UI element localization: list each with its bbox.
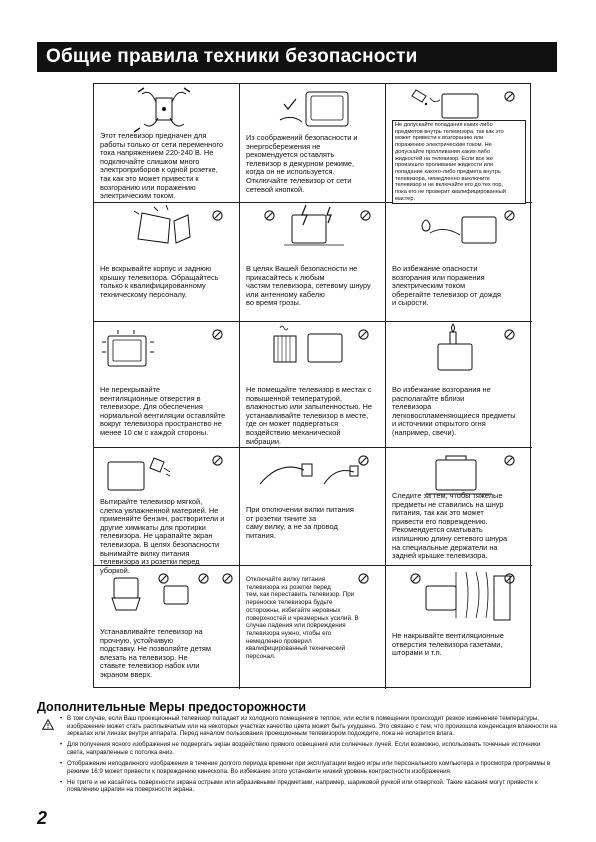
prohibited-icon — [358, 329, 369, 340]
rule-cell-14 — [240, 566, 386, 689]
prohibited-icon — [358, 455, 369, 466]
rule-text: При отключении вилки питания от розетки тяните за саму вилку, а не за провод питания. — [246, 505, 354, 540]
prohibited-icon — [360, 210, 371, 221]
rule-cell-11 — [240, 448, 386, 566]
rule-text: В целях Вашей безопасности не прикасайтесь к любым частям телевизора, сетевому шнуру или антенному кабелю во время грозы. — [246, 264, 371, 308]
safety-rules-grid — [93, 83, 531, 688]
prohibited-icon — [504, 91, 515, 102]
rule-text: Не перекрывайте вентиляционные отверстия в телевизоре. Для обеспечения нормальной вентиляции оставляйте вокруг телевизора пространство не менее 10 см с каждой стороны. — [100, 385, 226, 437]
rule-text: Следите за тем, чтобы тяжелые предметы не ставились на шнур питания, так как это может привести его повреждению. Рекомендуется сматывать излишнюю длину сетевого шнура на специальные держатели на задней крышке телевизора. — [392, 491, 508, 561]
rule-cell-13 — [94, 566, 240, 689]
rule-text: Во избежание возгорания не располагайте вблизи телевизора легковоспламеняющиеся предметы и источники открытого огня (например, свечи). — [392, 385, 516, 437]
rule-cell-6 — [386, 203, 532, 322]
list-item: • Для получения ясного изображения не подвергать экран воздействию прямого освещения или солнечных лучей. Если возможно, использовать точечные источники света, направленные с потолка вниз. — [60, 741, 558, 756]
rule-text: Не допускайте попадания каких-либо предметов внутрь телевизора, так как это может привести к возгоранию или поражению электрическим током. Не допускайте пролливания каких-либо жидкостей на телевизор. Если все же произошло проливание жидкости или попадание какого-либо предмета внутрь телевизора, немедленно выключите телевизор и не включайте его до тех пор, пока его не проверит квалифицированный мастер. — [392, 120, 526, 204]
rule-text: Не накрывайте вентиляционные отверстия телевизора газетами, шторами и т.п. — [392, 631, 504, 658]
rule-cell-15 — [386, 566, 532, 689]
rule-text: Во избежание опасности возгорания или поражения электрическим током оберегайте телевизор от дождя и сырости. — [392, 264, 502, 308]
rule-text: Устанавливайте телевизор на прочную, устойчивую подставку. Не позволяйте детям влезать на телевизор. Не ставьте телевизор набок или экраном вверх. — [100, 627, 211, 679]
prohibited-icon — [212, 210, 223, 221]
prohibited-icon — [504, 573, 515, 584]
list-item: • В том случае, если Ваш проекционный телевизор попадает из холодного помещения в теплое, или если в помещении происходит резкое изменение температуры, изображение может стать расплывчатым или на некоторых участках качество цвета может быть ухудшено. Это связано с тем, что произошла конденсация влажности на зеркалах или линзах внутри аппарата. Перед началом пользования проекционным телевизором подождите, пока не испарится влага. — [60, 715, 558, 738]
prohibited-icon — [504, 329, 515, 340]
rule-cell-7 — [94, 322, 240, 448]
rule-text: Этот телевизор предначен для работы только от сети переменного тока напряжением 220-240 В. Не подключайте слишком много электроприборов к одной розетке, так как это может привести к возгоранию или поражению электрическим током. — [100, 131, 223, 201]
rule-text: Вытирайте телевизор мягкой, слегка увлажненной материей. Не применяйте бензин, растворители и другие химикаты для протирки телевизора. Не царапайте экран телевизора. В целях безопасности вынимайте вилку питания телевизора из розетки перед уборкой. — [100, 497, 225, 575]
prohibited-icon — [212, 329, 223, 340]
rule-cell-9 — [386, 322, 532, 448]
prohibited-icon — [410, 573, 421, 584]
rule-cell-1 — [94, 84, 240, 203]
prohibited-icon — [198, 573, 209, 584]
rule-cell-3 — [386, 84, 532, 203]
warning-triangle-icon — [42, 719, 54, 730]
page-number: 2 — [37, 808, 48, 828]
prohibited-icon — [264, 210, 275, 221]
prohibited-icon — [504, 210, 515, 221]
list-item: • Отображение неподвижного изображения в течение долгого периода времени при эксплуатации видео игры или персонального компьютера и просмотра программы в режиме 16:9 может привести к повреждению кинескопа. Во избежание этого установите низкий уровень контрастности изображения. — [60, 760, 558, 775]
precautions-list — [60, 715, 558, 797]
prohibited-icon — [222, 573, 233, 584]
rule-cell-12 — [386, 448, 532, 566]
rule-text: Отключайте вилку питания телевизора из розетки перед тем, как переставить телевизор. При переноске телевизора будьте осторожны, избегайте неровных поверхностей и чрезмерных усилий. В случае падения или повреждения телевизора нужно, чтобы его немедленно проверил квалифицированный технический персонал. — [246, 576, 359, 661]
rule-cell-8 — [240, 322, 386, 448]
rule-text: Не помещайте телевизор в местах с повышенной температурой, влажностью или запыленностью. Не устанавливайте телевизор в месте, где он может подвергаться воздействию механической вибрации. — [246, 385, 373, 446]
prohibited-icon — [212, 455, 223, 466]
prohibited-icon — [504, 455, 515, 466]
rule-cell-5 — [240, 203, 386, 322]
rule-cell-2 — [240, 84, 386, 203]
additional-precautions-heading: Дополнительные Меры предосторожности — [37, 700, 307, 714]
rule-cell-10 — [94, 448, 240, 575]
rule-text: Не вскрывайте корпус и заднюю крышку телевизора. Обращайтесь только к квалифицированному техническому персоналу. — [100, 264, 219, 299]
page-title: Общие правила техники безопасности — [37, 42, 557, 72]
rule-cell-4 — [94, 203, 240, 322]
list-item: • Не трите и не касайтесь поверхности экрана острыми или абразивными предметами, например, шариковой ручкой или отверткой. Такие касания могут привести к появлению царапин на поверхности экрана. — [60, 779, 558, 794]
prohibited-icon — [158, 573, 169, 584]
rule-text: Из соображений безопасности и энергосбережения не рекомендуется оставлять телевизор в дежурном режиме, когда он не используется. Отключайте телевизор от сети сетевой кнопкой. — [246, 133, 358, 194]
